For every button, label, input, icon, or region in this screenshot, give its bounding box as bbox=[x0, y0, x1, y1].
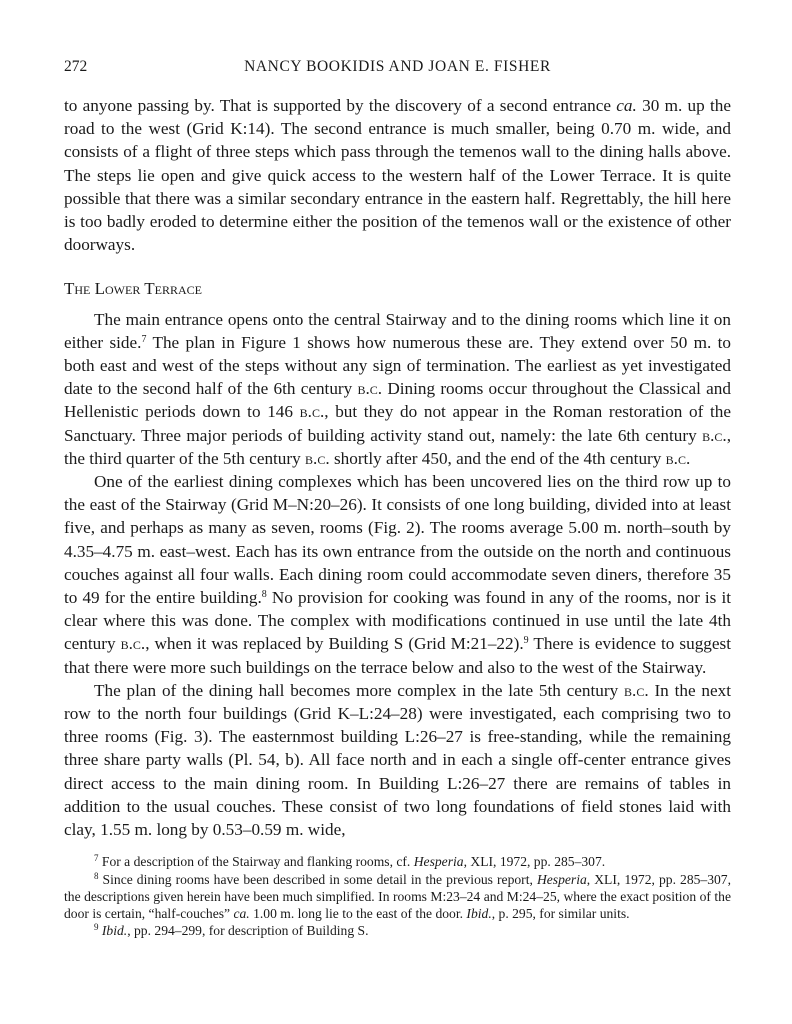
paragraph: The main entrance opens onto the central Stairway and to the dining rooms which line it on either side.$^7$ The plan in Figure 1 shows how numerous these are. They extend over 50 m. to both east and west of the steps without any sign of termination. The earliest as yet investigated date to the second half of the 6th century b.c. Dining rooms occur throughout the Classical and Hellenistic periods down to 146 b.c., but they do not appear in the Roman restoration of the Sanctuary. Three major periods of building activity stand out, namely: the late 6th century b.c., the third quarter of the 5th century b.c. shortly after 450, and the end of the 4th century b.c. bbox=[64, 309, 732, 468]
footnote-ref[interactable]: 8 bbox=[261, 589, 267, 601]
running-title: NANCY BOOKIDIS AND JOAN E. FISHER bbox=[244, 58, 551, 75]
section-heading: The Lower Terrace bbox=[64, 279, 203, 299]
footnote-ref[interactable]: 9 bbox=[523, 635, 529, 647]
footnote: $^9$ Ibid., pp. 294–299, for description of Building S. bbox=[94, 922, 369, 939]
paragraph: The plan of the dining hall becomes more complex in the late 5th century b.c. In the next row to the north four buildings (Grid K–L:24–28) were investigated, each comprising two to three rooms (Fig. 3). The easternmost building L:26–27 is free-standing, while the remaining three share party walls (Pl. 54, b). All face north and in each a single off-center entrance gives direct access to the main dining room. In Building L:26–27 there are remains of tables in addition to the usual couches. These consist of two long foundations of field stones laid with clay, 1.55 m. long by 0.53–0.59 m. wide, bbox=[64, 680, 731, 840]
body-text bbox=[64, 94, 731, 841]
footnote: $^7$ For a description of the Stairway and flanking rooms, cf. Hesperia, XLI, 1972, pp. 285–307. bbox=[94, 853, 606, 870]
page bbox=[64, 58, 731, 939]
running-header bbox=[64, 58, 731, 82]
paragraph: One of the earliest dining complexes which has been uncovered lies on the third row up to the east of the Stairway (Grid M–N:20–26). It consists of one long building, divided into at least five, and perhaps as many as seven, rooms (Fig. 2). The rooms average 5.00 m. north–south by 4.35–4.75 m. east–west. Each has its own entrance from the outside on the north and continuous couches against all four walls. Each dining room could accommodate seven diners, therefore 35 to 49 for the entire building.$^8$ No provision for cooking was found in any of the rooms, nor is it clear where this was done. The complex with modifications continued in use until the late 4th century b.c., when it was replaced by Building S (Grid M:21–22).$^9$ There is evidence to suggest that there were more such buildings on the terrace below and also to the west of the Stairway. bbox=[64, 472, 732, 677]
page-number: 272 bbox=[64, 58, 88, 75]
footnotes bbox=[64, 853, 731, 939]
footnote: $^8$ Since dining rooms have been described in some detail in the previous report, Hesperia, XLI, 1972, pp. 285–307, the descriptions given herein have been much simplified. In rooms M:23–24 and M:24–25, where the exact position of the door is certain, “half-couches” ca. 1.00 m. long lie to the east of the door. Ibid., p. 295, for similar units. bbox=[64, 870, 732, 921]
footnote-ref[interactable]: 7 bbox=[141, 333, 147, 345]
paragraph: to anyone passing by. That is supported by the discovery of a second entrance ca. 30 m. up the road to the west (Grid K:14). The second entrance is much smaller, being 0.70 m. wide, and consists of a flight of three steps which pass through the temenos wall to the dining halls above. The steps lie open and give quick access to the western half of the Lower Terrace. It is quite possible that there was a similar secondary entrance in the eastern half. Regrettably, the hill here is too badly eroded to determine either the position of the temenos wall or the existence of other doorways. bbox=[64, 96, 732, 255]
